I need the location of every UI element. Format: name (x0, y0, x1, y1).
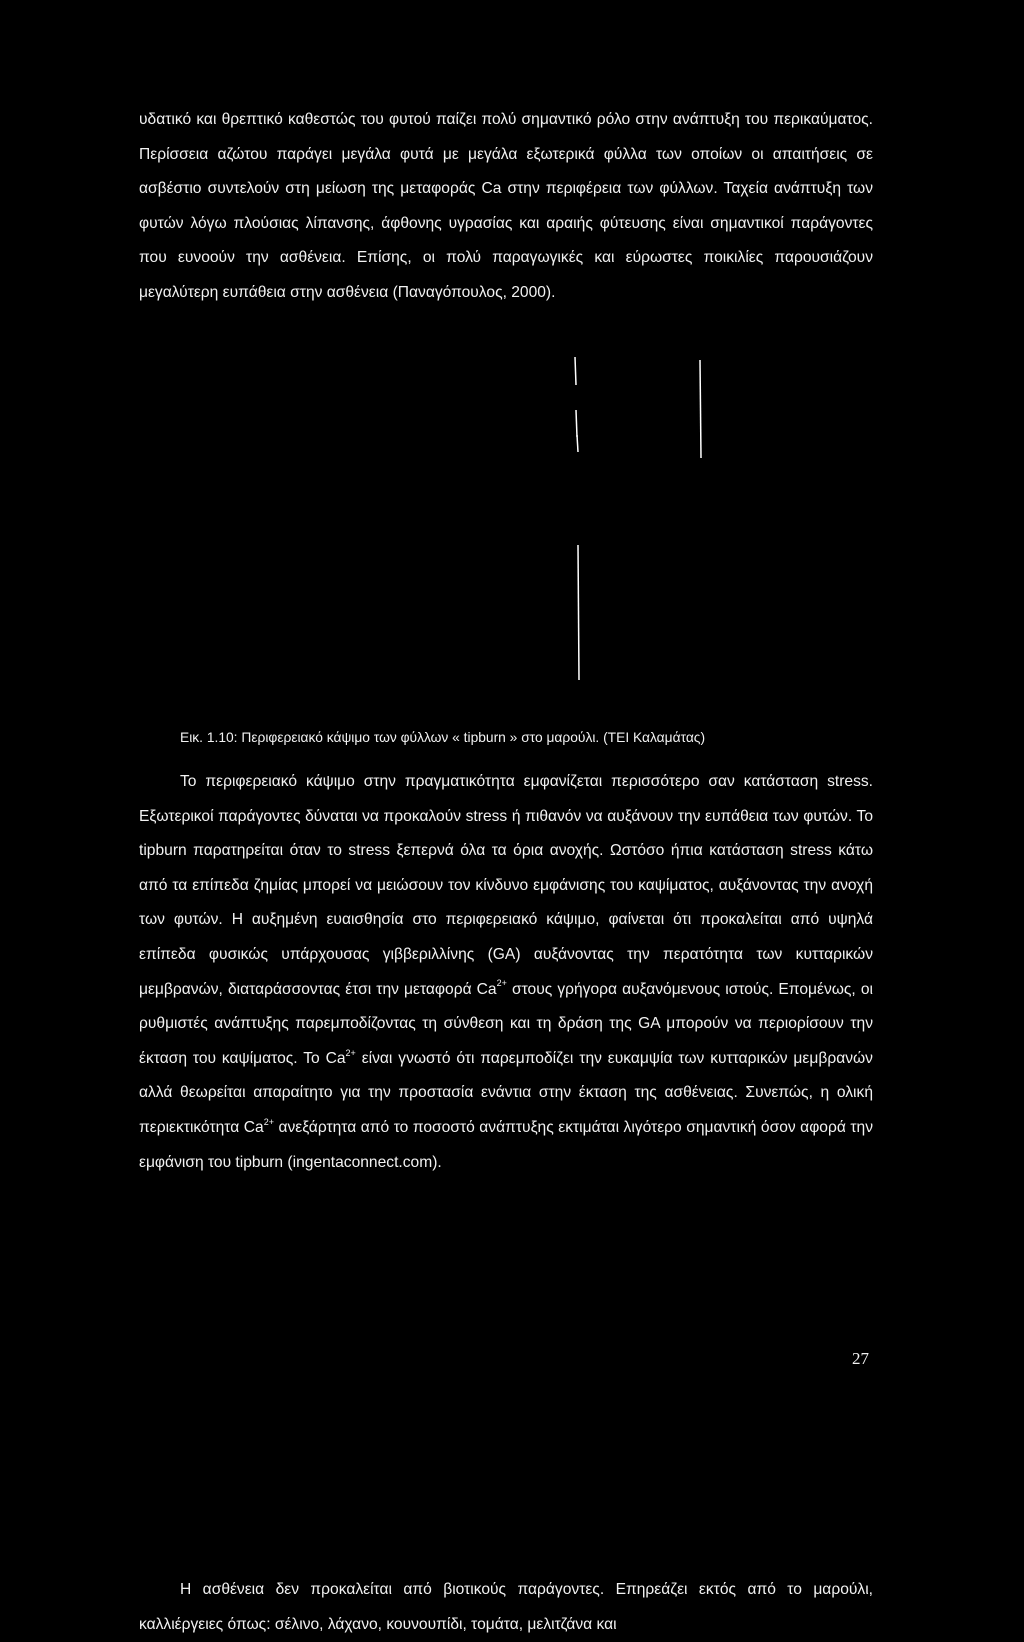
paragraph-tipburn-stress (139, 765, 873, 1180)
figure-image (540, 355, 740, 695)
figure-caption: Εικ. 1.10: Περιφερειακό κάψιμο των φύλλων « tipburn » στο μαρούλι. (ΤΕΙ Καλαμάτας) (180, 730, 706, 745)
paragraph-text: Το περιφερειακό κάψιμο στην πραγματικότητα εμφανίζεται περισσότερο σαν κατάσταση stress. Εξωτερικοί παράγοντες δύναται να προκαλούν stress ή πιθανόν να αυξάνουν την ευπάθεια των φυτών. Το tipburn παρατηρείται όταν το stress ξεπερνά όλα τα όρια ανοχής. Ωστόσο ήπια κατάσταση stress κάτω από τα επίπεδα ζημίας μπορεί να μειώσουν τον κίνδυνο εμφάνισης του καψίματος, αυξάνοντας την ανοχή των φυτών. Η αυξημένη ευαισθησία στο περιφερειακό κάψιμο, φαίνεται ότι προκαλείται από υψηλά επίπεδα φυσικώς υπάρχουσας γιββεριλλίνης (GA) αυξάνοντας την περατότητα των κυτταρικών μεμβρανών, διαταράσσοντας έτσι την μεταφορά Ca (139, 773, 873, 998)
figure-line (578, 545, 579, 680)
figure-line (577, 435, 578, 452)
figure-tipburn-lettuce (540, 355, 740, 695)
page-number: 27 (852, 1349, 869, 1368)
figure-line (575, 357, 576, 385)
paragraph-text: Η ασθένεια δεν προκαλείται από βιοτικούς παράγοντες. Επηρεάζει εκτός από το μαρούλι, καλλιέργειες όπως: σέλινο, λάχανο, κουνουπίδι, τομάτα, μελιτζάνα και (139, 1581, 873, 1633)
paragraph-affected-crops (139, 1573, 873, 1642)
figure-line (700, 360, 701, 458)
figure-line (576, 410, 577, 437)
paragraph-text: είναι γνωστό ότι παρεμποδίζει την ευκαμψία των κυτταρικών μεμβρανών αλλά θεωρείται απαραίτητο για την προστασία ενάντια στην έκταση της ασθένειας. Συνεπώς, η ολική περιεκτικότητα Ca (139, 1049, 873, 1136)
paragraph-text: στους γρήγορα αυξανόμενους ιστούς. Επομένως, οι ρυθμιστές ανάπτυξης παρεμποδίζοντας τη σύνθεση και τη δράση της GA μπορούν να περιορίσουν την έκταση του καψίματος. Το Ca (139, 980, 873, 1067)
paragraph-text: ανεξάρτητα από το ποσοστό ανάπτυξης εκτιμάται λιγότερο σημαντική όσον αφορά την εμφάνιση του tipburn (ingentaconnect.com). (139, 1118, 873, 1171)
superscript-charge: 2+ (345, 1047, 356, 1058)
superscript-charge: 2+ (496, 978, 507, 989)
paragraph-tipburn-causes: υδατικό και θρεπτικό καθεστώς του φυτού παίζει πολύ σημαντικό ρόλο στην ανάπτυξη του περικαύματος. Περίσσεια αζώτου παράγει μεγάλα φυτά με μεγάλα εξωτερικά φύλλα των οποίων οι απαιτήσεις σε ασβέστιο συντελούν στη μείωση της μεταφοράς Ca στην περιφέρεια των φύλλων. Ταχεία ανάπτυξη των φυτών λόγω πλούσιας λίπανσης, άφθονης υγρασίας και αραιής φύτευσης είναι σημαντικοί παράγοντες που ευνοούν την ασθένεια. Επίσης, οι πολύ παραγωγικές και εύρωστες ποικιλίες παρουσιάζουν μεγαλύτερη ευπάθεια στην ασθένεια (Παναγόπουλος, 2000). (139, 111, 873, 301)
superscript-charge: 2+ (263, 1116, 274, 1127)
